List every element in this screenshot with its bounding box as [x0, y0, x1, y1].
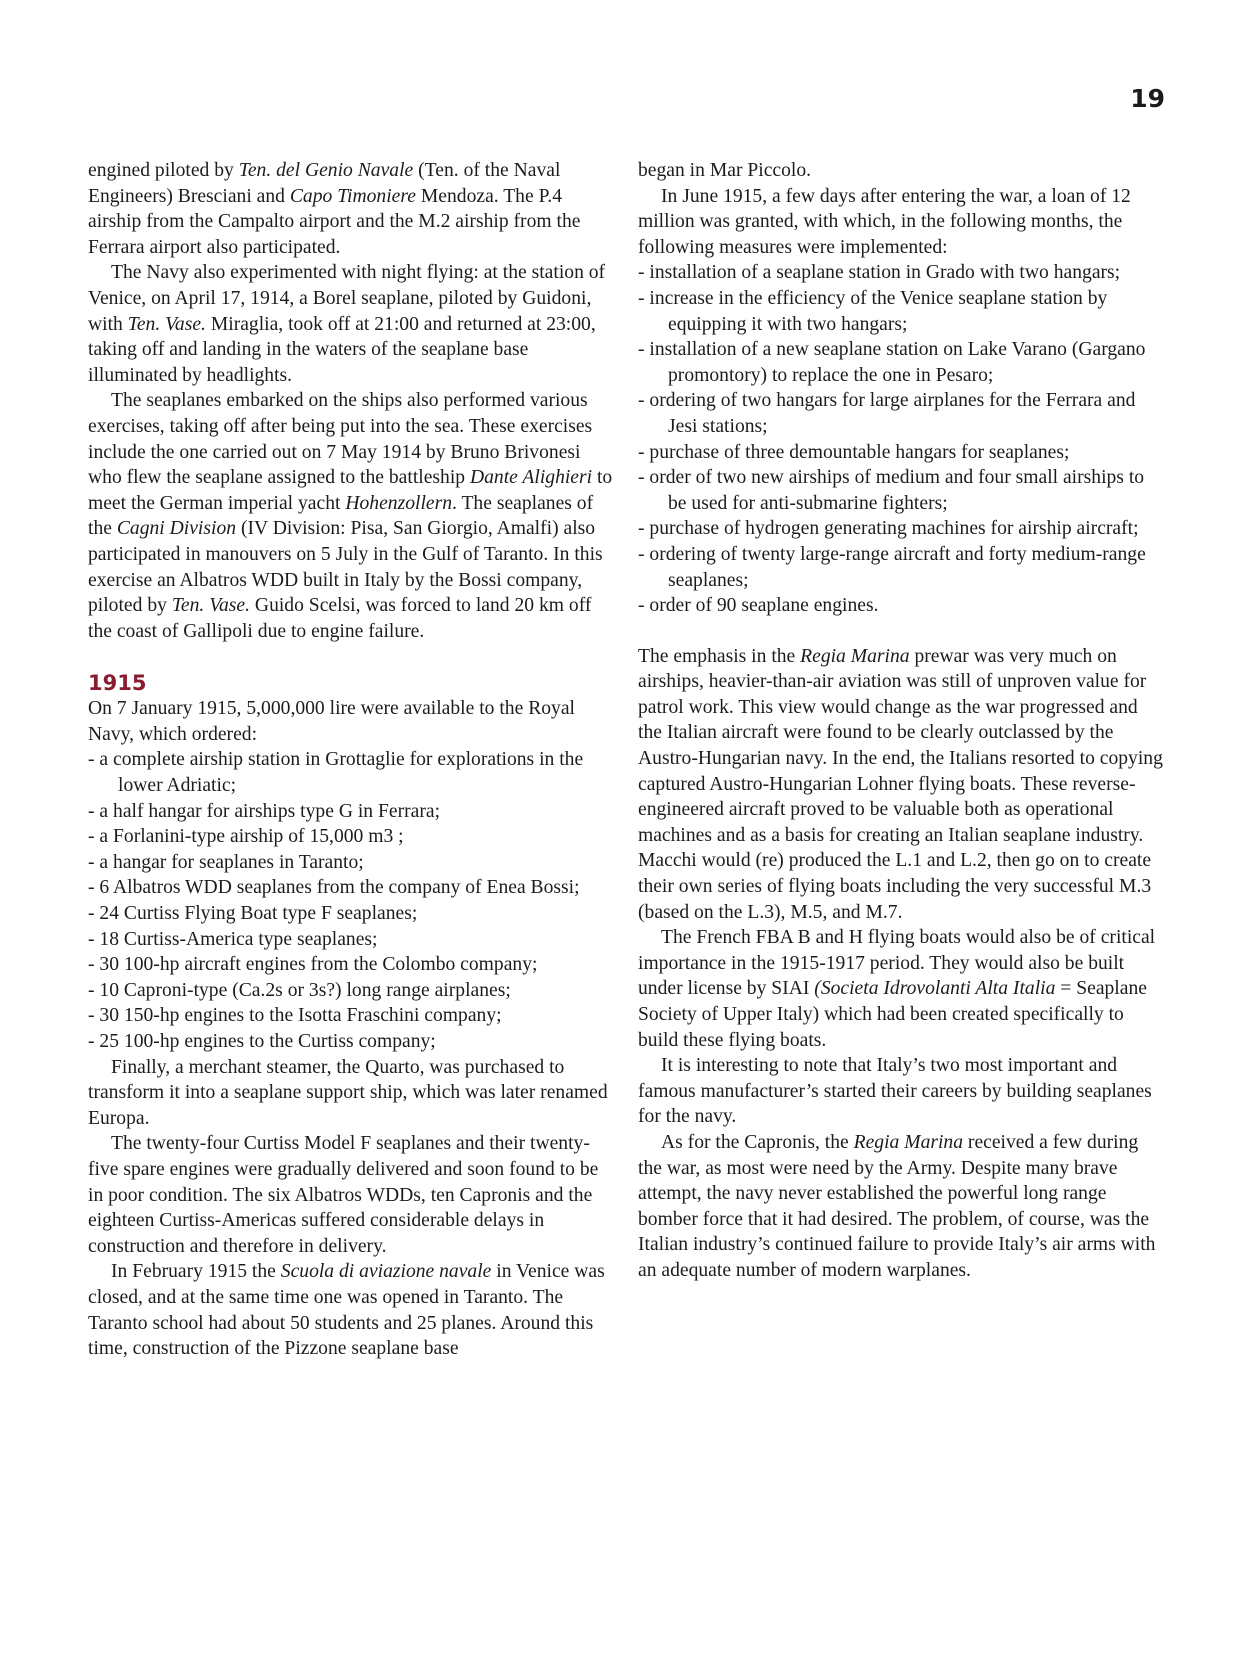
list-item: - 24 Curtiss Flying Boat type F seaplanes; — [88, 903, 418, 925]
page-number: 19 — [1130, 84, 1165, 113]
list-item: - purchase of hydrogen generating machines for airship aircraft; — [638, 518, 1139, 540]
list-item: - a hangar for seaplanes in Taranto; — [88, 851, 364, 873]
paragraph: The French FBA B and H flying boats would also be of critical importance in the 1915-1917 period. They would also be built under license by SIAI (Societa Idrovolanti Alta Italia = Seaplane Society of Upper Italy) which had been created specifically to build these flying boats. — [638, 927, 1156, 1051]
list-item: - installation of a seaplane station in Grado with two hangars; — [638, 262, 1121, 284]
list-item: - installation of a new seaplane station on Lake Varano (Gargano promontory) to replace the one in Pesaro; — [638, 339, 1146, 386]
list-item: - order of 90 seaplane engines. — [638, 595, 879, 617]
right-column — [638, 158, 1166, 1284]
measures-list — [638, 260, 1166, 618]
list-item: - 10 Caproni-type (Ca.2s or 3s?) long range airplanes; — [88, 979, 511, 1001]
list-item: - 6 Albatros WDD seaplanes from the company of Enea Bossi; — [88, 877, 580, 899]
left-column — [88, 158, 616, 1362]
paragraph: began in Mar Piccolo. — [638, 160, 812, 181]
list-item: - 25 100-hp engines to the Curtiss company; — [88, 1031, 436, 1052]
list-item: - ordering of two hangars for large airplanes for the Ferrara and Jesi stations; — [638, 390, 1136, 437]
paragraph: engined piloted by Ten. del Genio Navale (Ten. of the Naval Engineers) Bresciani and Capo Timoniere Mendoza. The P.4 airship from the Campalto airport and the M.2 airship from the Ferrara airport also participated. — [88, 160, 581, 258]
paragraph: On 7 January 1915, 5,000,000 lire were available to the Royal Navy, which ordered: — [88, 698, 575, 745]
order-list-1915 — [88, 747, 616, 1054]
paragraph: The seaplanes embarked on the ships also performed various exercises, taking off after being put into the sea. These exercises include the one carried out on 7 May 1914 by Bruno Brivonesi who flew the seaplane assigned to the battleship Dante Alighieri to meet the German imperial yacht Hohenzollern. The seaplanes of the Cagni Division (IV Division: Pisa, San Giorgio, Amalfi) also participated in manouvers on 5 July in the Gulf of Taranto. In this exercise an Albatros WDD built in Italy by the Bossi company, piloted by Ten. Vase. Guido Scelsi, was forced to land 20 km off the coast of Gallipoli due to engine failure. — [88, 390, 613, 642]
paragraph: In February 1915 the Scuola di aviazione navale in Venice was closed, and at the same time one was opened in Taranto. The Taranto school had about 50 students and 25 planes. Around this time, construction of the Pizzone seaplane base — [88, 1261, 605, 1360]
list-item: - a Forlanini-type airship of 15,000 m3 ; — [88, 826, 404, 848]
paragraph: In June 1915, a few days after entering the war, a loan of 12 million was granted, with which, in the following months, the following measures were implemented: — [638, 185, 1131, 258]
list-item: - order of two new airships of medium and four small airships to be used for anti-submarine fighters; — [638, 467, 1145, 514]
paragraph: Finally, a merchant steamer, the Quarto, was purchased to transform it into a seaplane support ship, which was later renamed Europa. — [88, 1056, 608, 1129]
paragraph: The twenty-four Curtiss Model F seaplanes and their twenty-five spare engines were gradually delivered and soon found to be in poor condition. The six Albatros WDDs, ten Capronis and the eighteen Curtiss-Americas suffered considerable delays in construction and therefore in delivery. — [88, 1133, 599, 1257]
list-item: - purchase of three demountable hangars for seaplanes; — [638, 441, 1070, 463]
paragraph: The Navy also experimented with night flying: at the station of Venice, on April 17, 1914, a Borel seaplane, piloted by Guidoni, with Ten. Vase. Miraglia, took off at 21:00 and returned at 23:00, taking off and landing in the waters of the seaplane base illuminated by headlights. — [88, 262, 606, 386]
list-item: - 18 Curtiss-America type seaplanes; — [88, 928, 378, 950]
paragraph-gap — [638, 619, 1166, 644]
list-item: - a half hangar for airships type G in Ferrara; — [88, 800, 441, 822]
paragraph: It is interesting to note that Italy’s two most important and famous manufacturer’s started their careers by building seaplanes for the navy. — [638, 1055, 1152, 1128]
section-heading-1915: 1915 — [88, 671, 147, 696]
paragraph: The emphasis in the Regia Marina prewar was very much on airships, heavier-than-air aviation was still of unproven value for patrol work. This view would change as the war progressed and the Italian aircraft were found to be clearly outclassed by the Austro-Hungarian navy. In the end, the Italians resorted to copying captured Austro-Hungarian Lohner flying boats. These reverse-engineered aircraft proved to be valuable both as operational machines and as a basis for creating an Italian seaplane industry. Macchi would (re) produced the L.1 and L.2, then go on to create their own series of flying boats including the very successful M.3 (based on the L.3), M.5, and M.7. — [638, 645, 1163, 923]
list-item: - 30 100-hp aircraft engines from the Colombo company; — [88, 954, 538, 976]
paragraph: As for the Capronis, the Regia Marina received a few during the war, as most were need by the Army. Despite many brave attempt, the navy never established the powerful long range bomber force that it had desired. The problem, of course, was the Italian industry’s continued failure to provide Italy’s air arms with an adequate number of modern warplanes. — [638, 1131, 1156, 1281]
list-item: - 30 150-hp engines to the Isotta Fraschini company; — [88, 1005, 502, 1027]
list-item: - a complete airship station in Grottaglie for explorations in the lower Adriatic; — [88, 749, 584, 797]
list-item: - ordering of twenty large-range aircraft and forty medium-range seaplanes; — [638, 543, 1146, 591]
list-item: - increase in the efficiency of the Venice seaplane station by equipping it with two hangars; — [638, 287, 1108, 335]
